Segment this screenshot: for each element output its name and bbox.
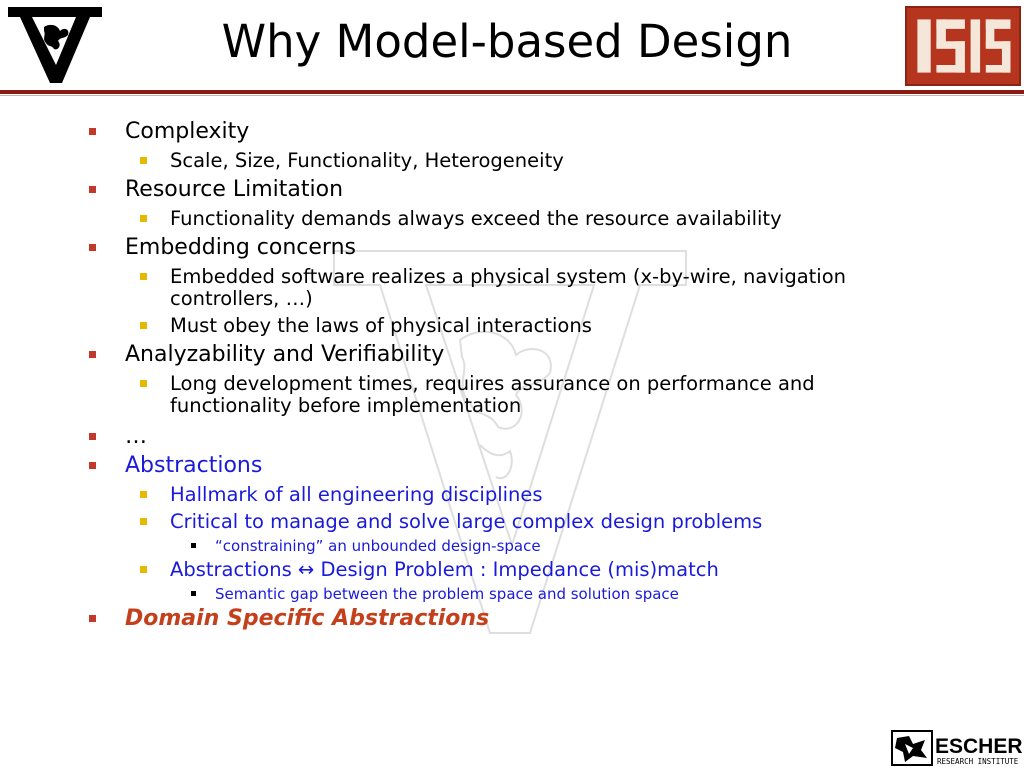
bullet-text: Embedding concerns — [125, 235, 356, 260]
bullet-text: Analyzability and Verifiability — [125, 342, 445, 367]
sub-bullet-scale — [170, 150, 564, 172]
square-bullet-icon — [89, 615, 96, 622]
sub-sub-bullet-constraining — [215, 537, 541, 555]
sub-sub-bullet-semantic-gap — [215, 585, 679, 603]
bullet-resource-limitation — [125, 177, 343, 203]
title-rule-shadow — [0, 95, 1024, 96]
bullet-text-line-1: Embedded software realizes a physical system (x-by-wire, navigation — [170, 265, 846, 288]
sub-bullet-functionality-demands — [170, 208, 782, 230]
bullet-text: Must obey the laws of physical interactions — [170, 314, 592, 337]
bullet-text: Domain Specific Abstractions — [125, 606, 490, 631]
bullet-analyzability — [125, 342, 444, 368]
square-bullet-icon — [89, 186, 96, 193]
bullet-text: Abstractions — [125, 453, 263, 478]
sub-bullet-embedded-software — [170, 266, 846, 310]
square-bullet-icon — [140, 273, 147, 280]
bullet-text-line-2: controllers, …) — [170, 287, 313, 310]
bullet-text: Scale, Size, Functionality, Heterogeneity — [170, 149, 564, 172]
bullet-text: Complexity — [125, 119, 250, 144]
bullet-embedding-concerns — [125, 235, 356, 261]
escher-subtitle: RESEARCH INSTITUTE — [937, 757, 1019, 766]
square-bullet-icon — [140, 322, 147, 329]
sub-bullet-long-development — [170, 373, 815, 417]
square-bullet-icon — [89, 128, 96, 135]
square-bullet-icon — [140, 566, 147, 573]
sub-bullet-physical-laws — [170, 315, 592, 337]
square-bullet-icon — [140, 215, 147, 222]
square-bullet-icon — [191, 543, 196, 548]
square-bullet-icon — [89, 462, 96, 469]
sub-bullet-hallmark — [170, 484, 543, 506]
bullet-complexity — [125, 119, 249, 145]
square-bullet-icon — [89, 433, 96, 440]
bullet-text: Critical to manage and solve large complex design problems — [170, 510, 763, 533]
square-bullet-icon — [140, 491, 147, 498]
escher-mark-icon — [891, 730, 1023, 766]
square-bullet-icon — [140, 518, 147, 525]
bullet-domain-specific-abstractions — [125, 606, 489, 632]
escher-logo — [891, 730, 1023, 766]
sub-bullet-impedance-mismatch — [170, 559, 719, 581]
square-bullet-icon — [89, 351, 96, 358]
bullet-text: Functionality demands always exceed the resource availability — [170, 207, 782, 230]
bullet-abstractions — [125, 453, 262, 479]
isis-logo — [905, 6, 1021, 86]
bullet-text: … — [125, 424, 147, 449]
bullet-text: “constraining” an unbounded design-space — [215, 537, 541, 555]
bullet-text-line-1: Long development times, requires assurance on performance and — [170, 372, 815, 395]
bullet-text: Resource Limitation — [125, 177, 344, 202]
escher-name: ESCHER — [935, 735, 1023, 758]
square-bullet-icon — [140, 380, 147, 387]
title-rule — [0, 90, 1024, 94]
bullet-text-line-2: functionality before implementation — [170, 394, 522, 417]
square-bullet-icon — [140, 157, 147, 164]
square-bullet-icon — [191, 591, 196, 596]
page-title: Why Model-based Design — [221, 15, 793, 68]
bullet-ellipsis — [125, 424, 147, 450]
bullet-text: Abstractions ↔ Design Problem : Impedance (mis)match — [170, 558, 719, 581]
square-bullet-icon — [89, 244, 96, 251]
bullet-text: Semantic gap between the problem space and solution space — [215, 585, 679, 603]
bullet-text: Hallmark of all engineering disciplines — [170, 483, 543, 506]
sub-bullet-critical — [170, 511, 762, 533]
